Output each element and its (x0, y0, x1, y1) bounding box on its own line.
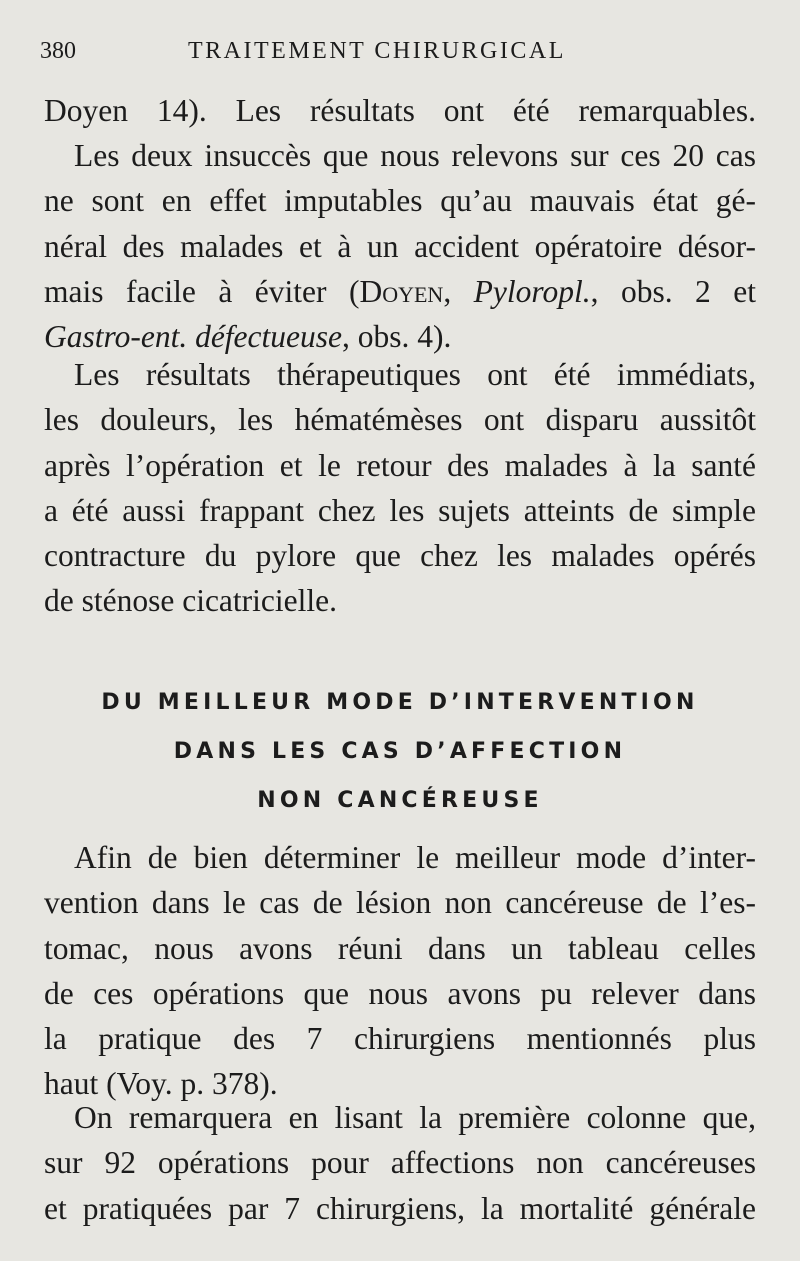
citation-suffix: , obs. 2 et (590, 273, 757, 309)
section-heading-line: NON CANCÉREUSE (257, 788, 543, 813)
paragraph-afin (44, 835, 756, 1107)
author-name: Doyen (359, 273, 444, 309)
text-line: après l’opération et le retour des malades à la santé (44, 447, 756, 483)
citation-suffix: , obs. 4). (342, 319, 452, 355)
text-line: les douleurs, les hématémèses ont disparu aussitôt (44, 402, 756, 438)
text-line: a été aussi frappant chez les sujets atteints de simple (44, 492, 756, 528)
text-line: de ces opérations que nous avons pu relever dans (44, 975, 756, 1011)
text-line: tomac, nous avons réuni dans un tableau celles (44, 930, 756, 966)
text-line: et pratiquées par 7 chirurgiens, la mortalité générale (44, 1190, 756, 1226)
text-line: Les résultats thérapeutiques ont été immédiats, (74, 357, 756, 392)
work-title: Gastro-ent. défectueuse (44, 319, 342, 355)
work-title: Pyloropl. (473, 273, 591, 309)
text-line: contracture du pylore que chez les malades opérés (44, 538, 756, 574)
text-line: vention dans le cas de lésion non cancéreuse de l’es- (44, 885, 756, 921)
paragraph-insucces (44, 133, 756, 359)
text-line: néral des malades et à un accident opératoire désor- (44, 228, 756, 264)
section-heading-line: DU MEILLEUR MODE D’INTERVENTION (101, 690, 699, 715)
section-heading (0, 678, 800, 825)
text-line: Afin de bien déterminer le meilleur mode d’inter- (74, 840, 756, 875)
citation-prefix: mais facile à éviter ( (44, 273, 360, 309)
running-title: TRAITEMENT CHIRURGICAL (188, 38, 566, 64)
text-line-citation (44, 269, 756, 314)
section-heading-line: DANS LES CAS D’AFFECTION (173, 739, 627, 764)
paragraph-on-remarquera (44, 1095, 756, 1231)
paragraph-continuation (44, 88, 756, 133)
page-number: 380 (40, 38, 76, 64)
paragraph-resultats (44, 352, 756, 624)
citation-sep: , (443, 273, 474, 309)
text-line: Doyen 14). Les résultats ont été remarquables. (44, 93, 756, 128)
text-line: haut (Voy. p. 378). (44, 1066, 278, 1102)
text-line: ne sont en effet imputables qu’au mauvais état gé- (44, 183, 756, 219)
text-line: On remarquera en lisant la première colonne que, (74, 1100, 756, 1135)
text-line: la pratique des 7 chirurgiens mentionnés plus (44, 1021, 756, 1057)
text-line: sur 92 opérations pour affections non cancéreuses (44, 1145, 756, 1181)
text-line: Les deux insuccès que nous relevons sur ces 20 cas (74, 138, 756, 173)
text-line: de sténose cicatricielle. (44, 583, 337, 619)
